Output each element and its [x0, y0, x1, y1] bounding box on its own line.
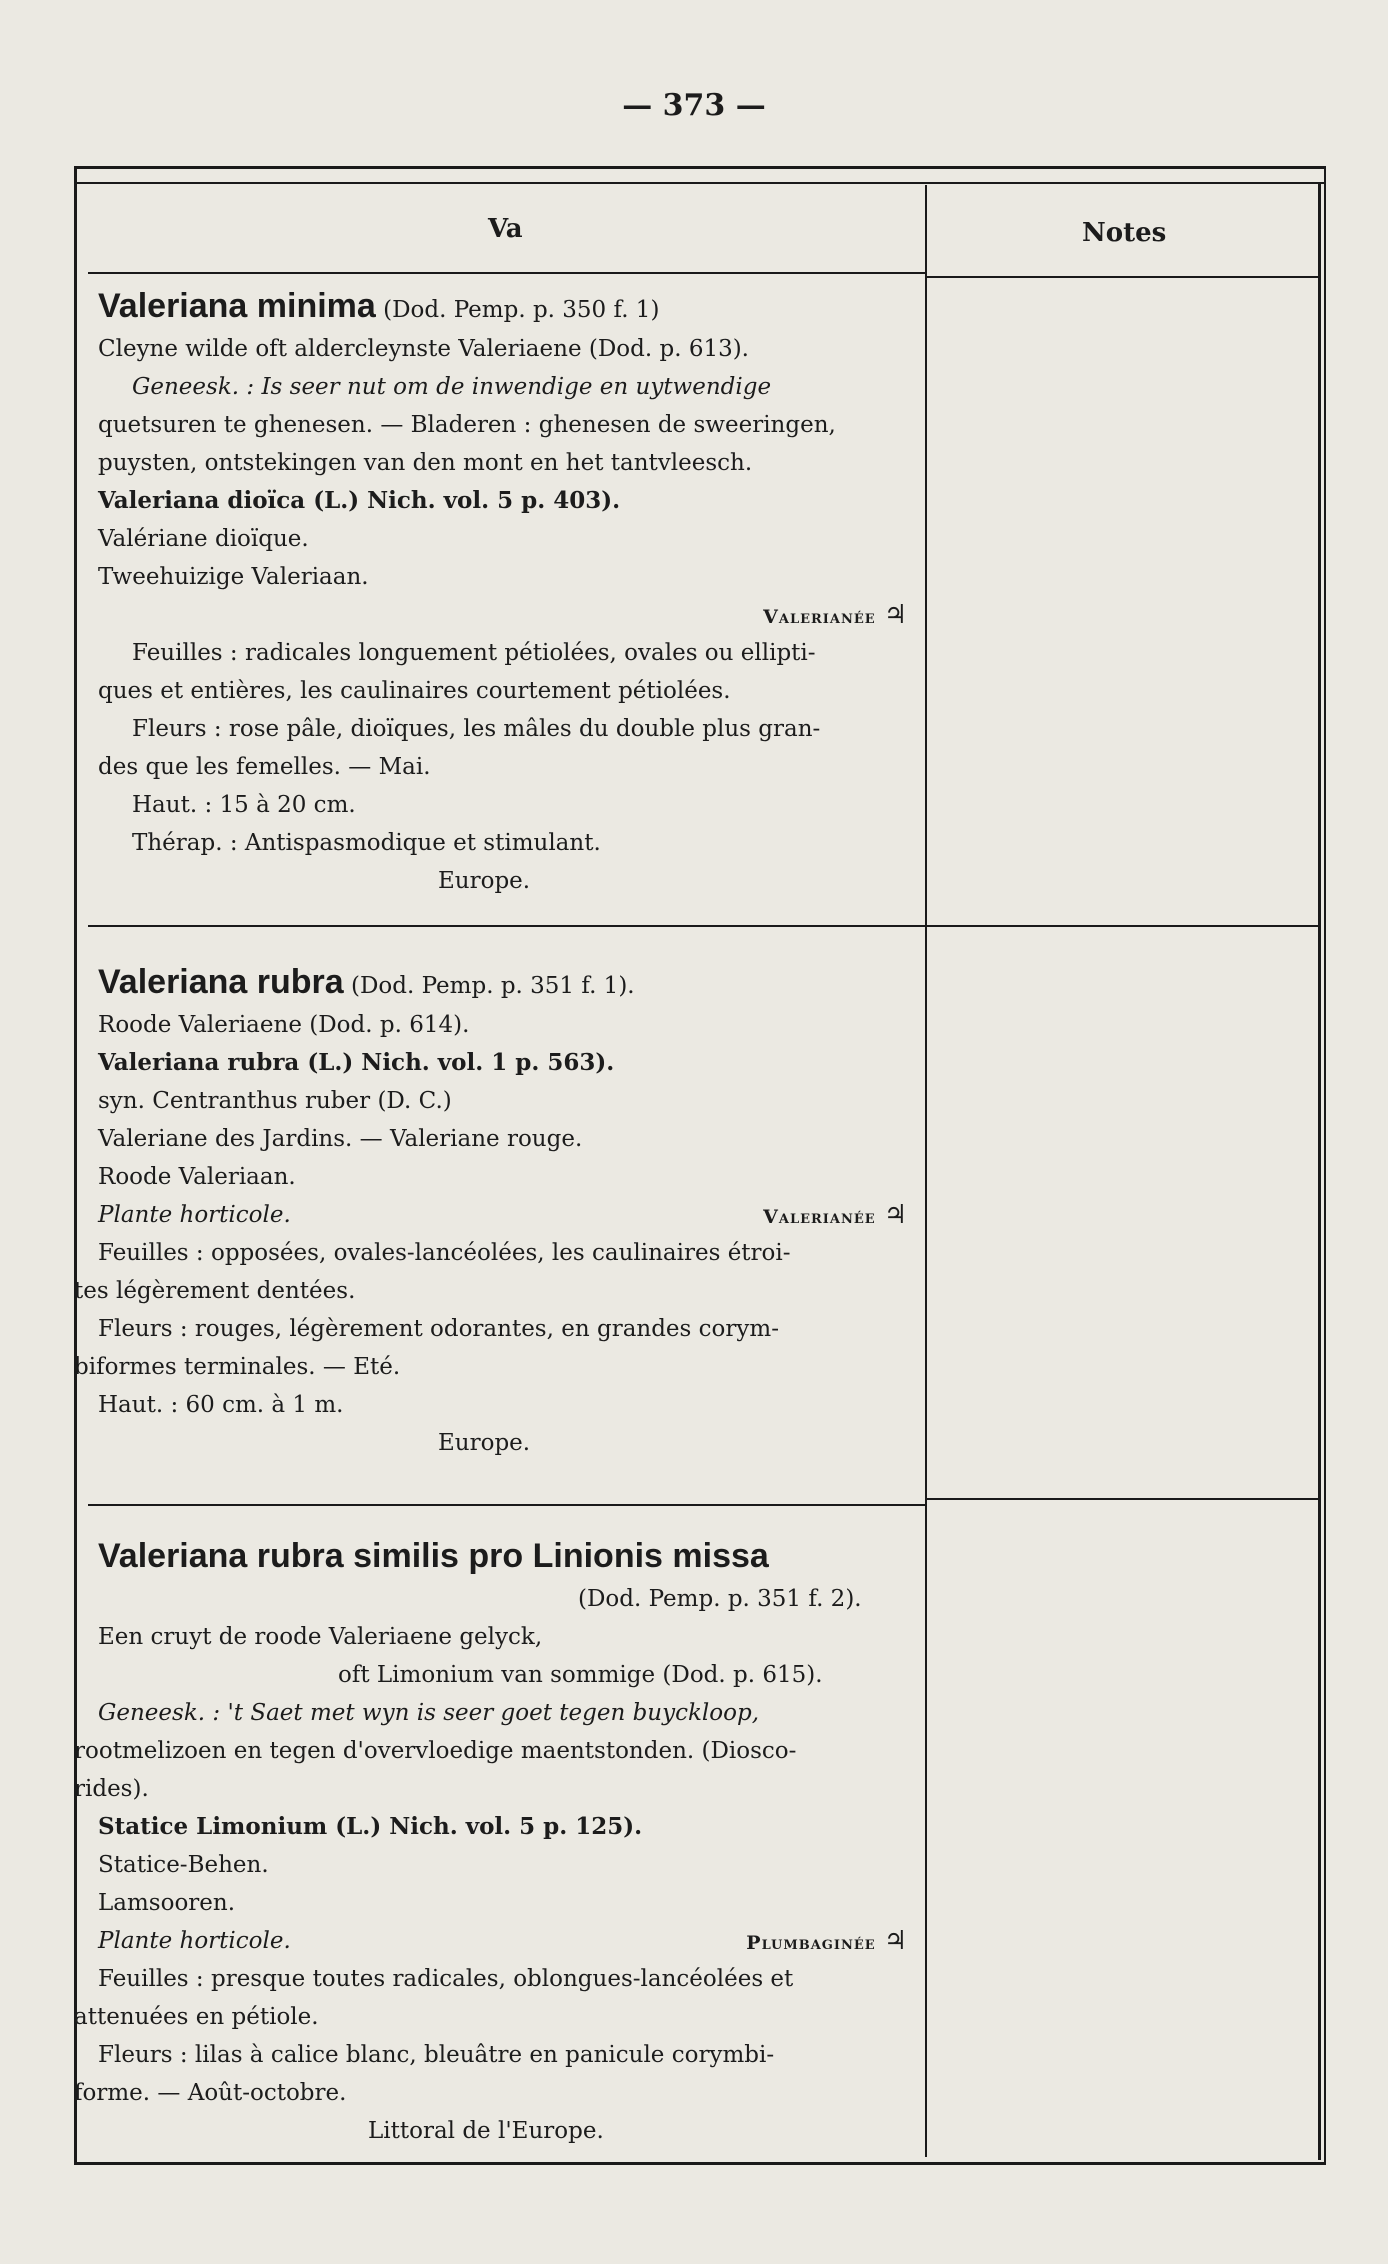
family-name: Valerianée [763, 1206, 876, 1228]
entry-valeriana-rubra [74, 958, 908, 1462]
plant-type: Plante horticole. [98, 1202, 291, 1228]
entry-separator [88, 925, 925, 927]
text-line: rides). [74, 1776, 149, 1802]
text-line: Een cruyt de roode Valeriaene gelyck, [98, 1624, 543, 1650]
family-line [98, 596, 908, 634]
text-line: Roode Valeriaan. [98, 1164, 296, 1190]
text-line [98, 1196, 908, 1234]
text-line: Fleurs : rouges, légèrement odorantes, en grandes corym- [98, 1316, 779, 1342]
text-line: Lamsooren. [98, 1890, 236, 1916]
entry-title: Valeriana rubra similis pro Linionis missa [98, 1537, 769, 1575]
family-label [763, 1196, 908, 1236]
text-line: syn. Centranthus ruber (D. C.) [98, 1088, 452, 1114]
entry-separator-right [927, 1498, 1319, 1500]
text-line: tes légèrement dentées. [74, 1278, 356, 1304]
table-inner-top-rule [74, 182, 1326, 184]
text-line: Feuilles : opposées, ovales-lancéolées, les caulinaires étroi- [98, 1240, 791, 1266]
text-line: Valeriane des Jardins. — Valeriane rouge. [98, 1126, 583, 1152]
text-line: Statice-Behen. [98, 1852, 269, 1878]
text-line: Cleyne wilde oft aldercleynste Valeriaene (Dod. p. 613). [98, 336, 749, 362]
table-right-rule [1318, 184, 1321, 2160]
text-line: Statice Limonium (L.) Nich. vol. 5 p. 125). [98, 1813, 643, 1840]
text-line: forme. — Août-octobre. [74, 2080, 347, 2106]
entry-title-reference: (Dod. Pemp. p. 350 f. 1) [383, 297, 660, 323]
header-separator-left [88, 272, 925, 274]
text-line: Fleurs : rose pâle, dioïques, les mâles du double plus gran- [132, 716, 821, 742]
text-line: Valériane dioïque. [98, 526, 309, 552]
text-line: rootmelizoen en tegen d'overvloedige maentstonden. (Diosco- [74, 1738, 797, 1764]
family-name: Plumbaginée [746, 1932, 876, 1954]
entry-valeriana-minima [98, 282, 908, 900]
header-separator-right [927, 276, 1319, 278]
text-line [98, 1922, 908, 1960]
text-line: puysten, ontstekingen van den mont en het tantvleesch. [98, 450, 753, 476]
text-line: Haut. : 15 à 20 cm. [132, 792, 356, 818]
page-number: — 373 — [622, 88, 766, 123]
text-line: Geneesk. : 't Saet met wyn is seer goet tegen buyckloop, [98, 1700, 760, 1726]
family-label [763, 596, 908, 636]
text-line: ques et entières, les caulinaires courtement pétiolées. [98, 678, 731, 704]
region-line: Littoral de l'Europe. [368, 2118, 604, 2144]
perennial-symbol-icon: ♃ [883, 1926, 908, 1956]
text-line: Geneesk. : Is seer nut om de inwendige en uytwendige [132, 374, 772, 400]
entry-title: Valeriana rubra [98, 963, 344, 1001]
entry-title: Valeriana minima [98, 287, 376, 325]
column-divider [925, 185, 927, 2157]
text-line: Haut. : 60 cm. à 1 m. [98, 1392, 344, 1418]
entry-separator-right [927, 925, 1319, 927]
perennial-symbol-icon: ♃ [883, 600, 908, 630]
header-right: Notes [1082, 218, 1167, 248]
text-line: attenuées en pétiole. [74, 2004, 319, 2030]
text-line: Roode Valeriaene (Dod. p. 614). [98, 1012, 470, 1038]
header-left: Va [488, 214, 523, 244]
entry-title-reference: (Dod. Pemp. p. 351 f. 1). [351, 973, 635, 999]
entry-title-reference: (Dod. Pemp. p. 351 f. 2). [578, 1586, 862, 1612]
entry-valeriana-rubra-similis [74, 1532, 908, 2150]
text-line: quetsuren te ghenesen. — Bladeren : ghenesen de sweeringen, [98, 412, 836, 438]
text-line: des que les femelles. — Mai. [98, 754, 431, 780]
entry-separator [88, 1504, 925, 1506]
plant-type: Plante horticole. [98, 1928, 291, 1954]
text-line: Valeriana dioïca (L.) Nich. vol. 5 p. 403). [98, 487, 621, 514]
region-line: Europe. [438, 1430, 531, 1456]
perennial-symbol-icon: ♃ [883, 1200, 908, 1230]
text-line: Thérap. : Antispasmodique et stimulant. [132, 830, 601, 856]
text-line: Valeriana rubra (L.) Nich. vol. 1 p. 563). [98, 1049, 615, 1076]
region-line: Europe. [438, 868, 531, 894]
text-line: oft Limonium van sommige (Dod. p. 615). [338, 1662, 823, 1688]
family-name: Valerianée [763, 606, 876, 628]
family-label [746, 1922, 908, 1962]
text-line: Feuilles : radicales longuement pétiolées, ovales ou ellipti- [132, 640, 816, 666]
text-line: Feuilles : presque toutes radicales, oblongues-lancéolées et [98, 1966, 794, 1992]
text-line: Tweehuizige Valeriaan. [98, 564, 369, 590]
text-line: Fleurs : lilas à calice blanc, bleuâtre en panicule corymbi- [98, 2042, 775, 2068]
text-line: biformes terminales. — Eté. [74, 1354, 401, 1380]
